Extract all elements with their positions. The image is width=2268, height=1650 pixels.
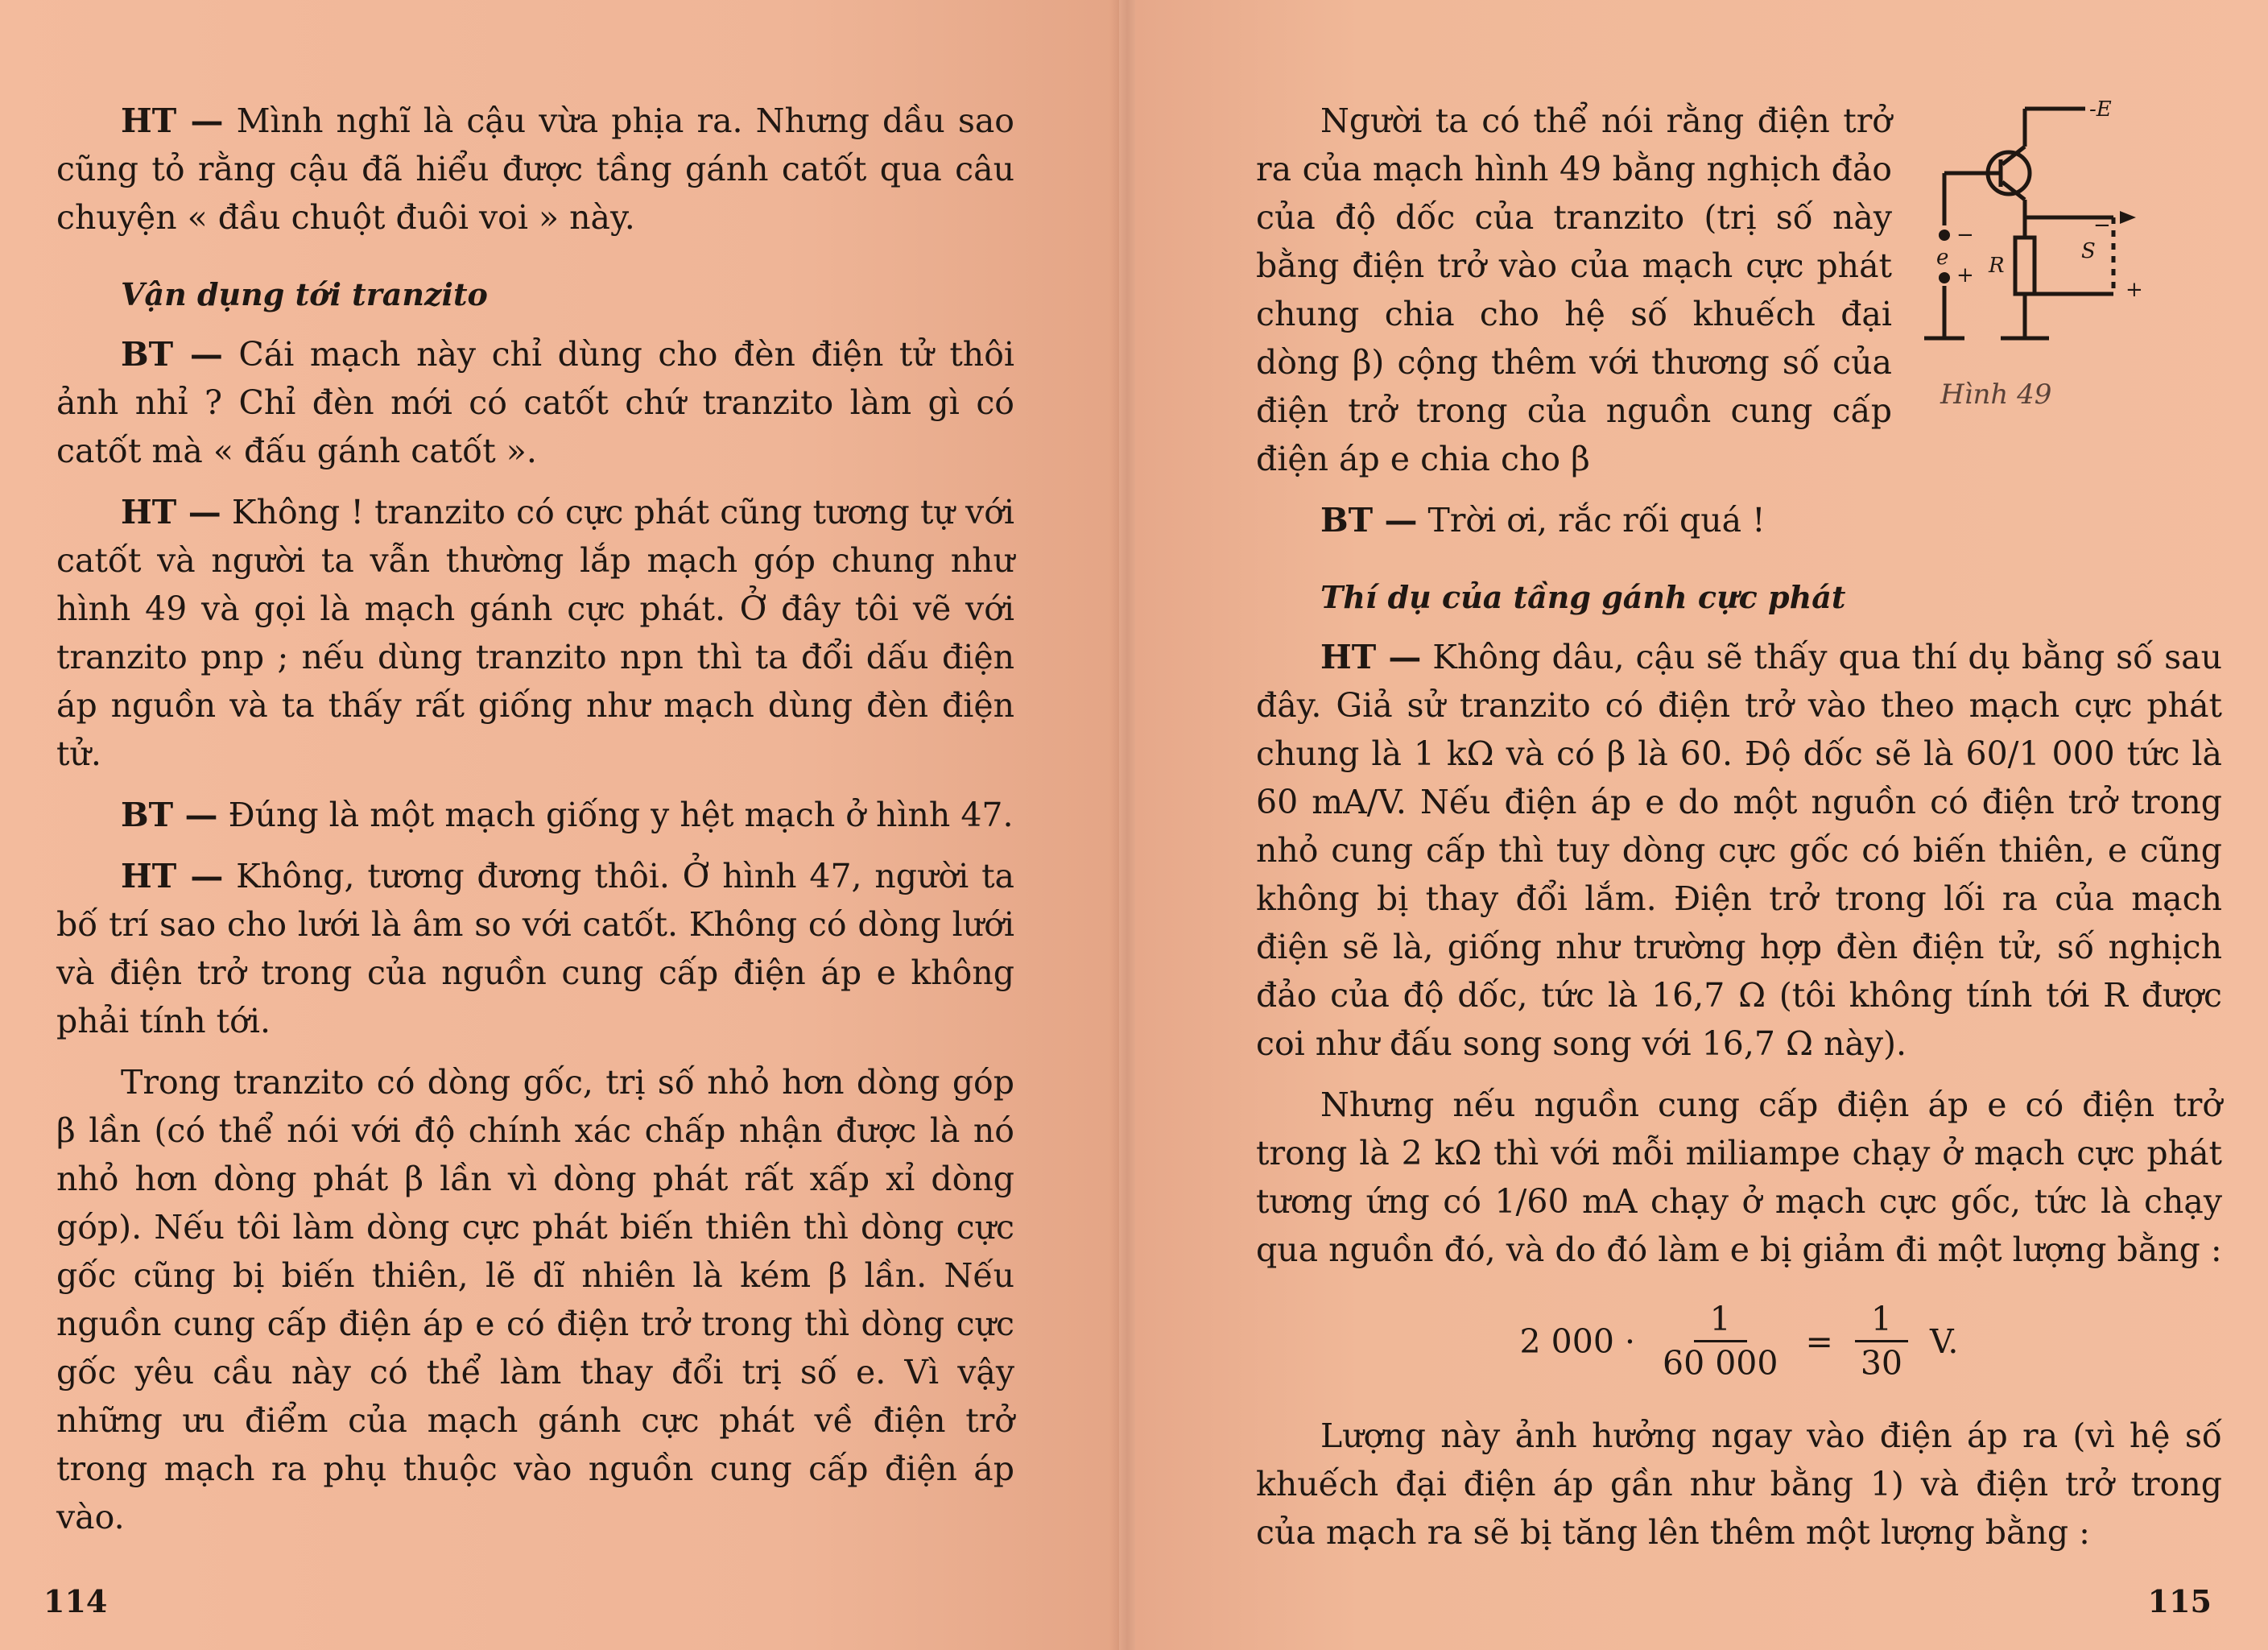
- section-heading: Vận dụng tới tranzito: [121, 276, 488, 312]
- fraction-numerator: 1: [1855, 1298, 1908, 1342]
- terminal-dot: [1939, 230, 1950, 241]
- figure-caption: Hình 49: [1940, 378, 2052, 411]
- label-minus-e: -E: [2089, 97, 2112, 122]
- section-heading: Thí dụ của tầng gánh cực phát: [1320, 579, 1846, 615]
- fraction-denominator: 60 000: [1662, 1344, 1778, 1383]
- resistor-symbol: [2015, 238, 2035, 294]
- fraction: [1646, 1298, 1794, 1384]
- label-e: e: [1936, 246, 1949, 270]
- paragraph: [56, 852, 1014, 1045]
- paragraph: [56, 330, 1014, 475]
- paragraph-text: Cái mạch này chỉ dùng cho đèn điện tử thôi ảnh nhỉ ? Chỉ đèn mới có catốt chứ tranzito làm gì có catốt mà « đấu gánh catốt ».: [56, 335, 1015, 470]
- fraction: [1845, 1298, 1919, 1384]
- paragraph-text: Đúng là một mạch giống y hệt mạch ở hình 47.: [217, 796, 1014, 834]
- paragraph: [56, 97, 1014, 242]
- left-page-text: [56, 97, 1014, 1554]
- paragraph: Lượng này ảnh hưởng ngay vào điện áp ra (vì hệ số khuếch đại điện áp gần như bằng 1) và điện trở trong của mạch ra sẽ bị tăng lên thêm một lượng bằng :: [1256, 1416, 2222, 1552]
- paragraph-text: Không, tương đương thôi. Ở hình 47, người ta bố trí sao cho lưới là âm so với catốt. Không có dòng lưới và điện trở trong của nguồn cung cấp điện áp e không phải tính tới.: [56, 857, 1014, 1040]
- fraction-numerator: 1: [1694, 1298, 1747, 1342]
- formula-factor: 2 000 ·: [1519, 1321, 1635, 1361]
- paragraph: [1256, 633, 2222, 1068]
- fraction-denominator: 30: [1860, 1344, 1902, 1383]
- label-s: S: [2081, 239, 2096, 263]
- left-page: [0, 0, 1119, 1650]
- label-minus-mid: −: [1956, 223, 1974, 247]
- formula-unit: V.: [1929, 1321, 1959, 1361]
- speaker-label: BT —: [1320, 501, 1418, 540]
- page-number: 114: [43, 1583, 108, 1619]
- speaker-label: HT —: [1320, 638, 1422, 676]
- paragraph: [56, 488, 1014, 778]
- paragraph-text: Trời ơi, rắc rối quá !: [1417, 501, 1766, 540]
- terminal-dot: [1939, 272, 1950, 283]
- right-page: [1135, 0, 2268, 1650]
- output-arrow: [2120, 211, 2136, 224]
- speaker-label: HT —: [121, 493, 221, 531]
- page-number: 115: [2147, 1583, 2212, 1619]
- circuit-diagram: [1912, 97, 2186, 419]
- paragraph-text: Không ! tranzito có cực phát cũng tương tự với catốt và người ta vẫn thường lắp mạch góp chung như hình 49 và gọi là mạch gánh cực phát. Ở đây tôi vẽ với tranzito pnp ; nếu dùng tranzito npn thì ta đổi dấu điện áp nguồn và ta thấy rất giống như mạch dùng đèn điện tử.: [56, 493, 1014, 773]
- paragraph: [56, 1058, 1014, 1541]
- paragraph: [56, 791, 1014, 839]
- speaker-label: BT —: [121, 796, 218, 834]
- speaker-label: BT —: [121, 335, 223, 374]
- paragraph-text: Nhưng nếu nguồn cung cấp điện áp e có điện trở trong là 2 kΩ thì với mỗi miliampe chạy ở mạch cực phát tương ứng có 1/60 mA chạy ở mạch cực gốc, tức là chạy qua nguồn đó, và do đó làm e bị giảm đi một lượng bằng :: [1256, 1086, 2222, 1269]
- paragraph-text: Trong tranzito có dòng gốc, trị số nhỏ hơn dòng góp β lần (có thể nói với độ chính xác chấp nhận được là nó nhỏ hơn dòng phát β lần vì dòng phát rất xấp xỉ dòng góp). Nếu tôi làm dòng cực phát biến thiên thì dòng cực gốc cũng bị biến thiên, lẽ dĩ nhiên là kém β lần. Nếu nguồn cung cấp điện áp e có điện trở trong thì dòng cực gốc yêu cầu này có thể làm thay đổi trị số e. Vì vậy những ưu điểm của mạch gánh cực phát về điện trở trong mạch ra phụ thuộc vào nguồn cung cấp điện áp vào.: [56, 1063, 1014, 1536]
- formula: [1256, 1298, 2222, 1384]
- speaker-label: HT —: [121, 857, 224, 895]
- label-minus-top: −: [2093, 213, 2111, 238]
- intro-paragraph: Người ta có thể nói rằng điện trở ra của mạch hình 49 bằng nghịch đảo của độ dốc của tranzito (trị số này bằng điện trở vào của mạch cực phát chung chia cho hệ số khuếch đại dòng β) cộng thêm với thương số của điện trở trong của nguồn cung cấp điện áp e chia cho β: [1256, 101, 1892, 478]
- equals-sign: =: [1805, 1321, 1833, 1361]
- label-plus: +: [2125, 278, 2143, 302]
- paragraph-text: Mình nghĩ là cậu vừa phịa ra. Nhưng dầu sao cũng tỏ rằng cậu đã hiểu được tầng gánh catốt qua câu chuyện « đầu chuột đuôi voi » này.: [56, 101, 1014, 237]
- label-plus-left: +: [1956, 263, 1974, 287]
- label-r: R: [1989, 254, 2005, 278]
- speaker-label: HT —: [121, 101, 224, 140]
- paragraph-text: Không dâu, cậu sẽ thấy qua thí dụ bằng số sau đây. Giả sử tranzito có điện trở vào theo mạch cực phát chung là 1 kΩ và có β là 60. Độ dốc sẽ là 60/1 000 tức là 60 mA/V. Nếu điện áp e do một nguồn có điện trở trong nhỏ cung cấp thì tuy dòng cực gốc có biến thiên, e cũng không bị thay đổi lắm. Điện trở trong lối ra của mạch điện sẽ là, giống như trường hợp đèn điện tử, số nghịch đảo của độ dốc, tức là 16,7 Ω (tôi không tính tới R được coi như đấu song song với 16,7 Ω này).: [1256, 638, 2222, 1063]
- paragraph: [1256, 1081, 2222, 1274]
- paragraph: [1256, 496, 2222, 544]
